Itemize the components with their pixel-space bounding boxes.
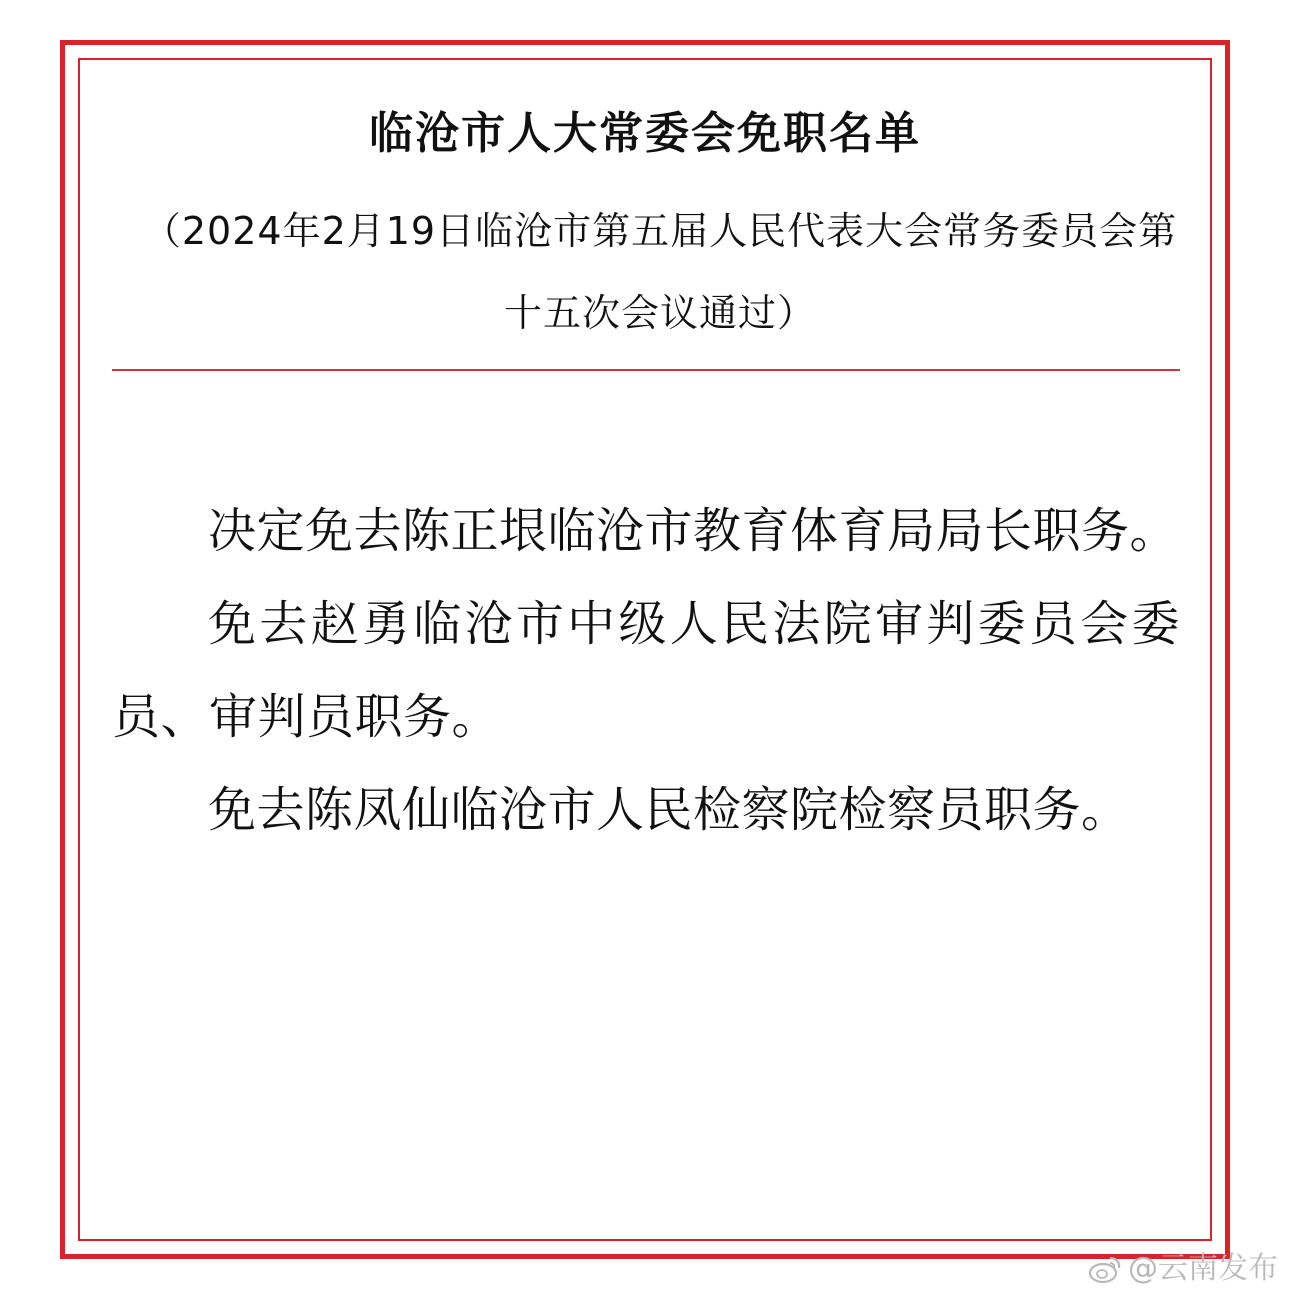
document-body [112, 485, 1180, 857]
document-subtitle: （2024年2月19日临沧市第五届人民代表大会常务委员会第十五次会议通过） [142, 209, 1178, 335]
document-title: 临沧市人大常委会免职名单 [369, 108, 921, 159]
paragraph-3: 免去陈凤仙临沧市人民检察院检察员职务。 [208, 782, 1130, 838]
paragraph-1: 决定免去陈正垠临沧市教育体育局局长职务。 [208, 503, 1179, 559]
watermark [1088, 1249, 1278, 1289]
watermark-text: @云南发布 [1128, 1251, 1278, 1286]
title-divider [112, 369, 1180, 371]
paragraph-2: 免去赵勇临沧市中级人民法院审判委员会委员、审判员职务。 [112, 596, 1180, 745]
weibo-icon [1088, 1254, 1122, 1284]
